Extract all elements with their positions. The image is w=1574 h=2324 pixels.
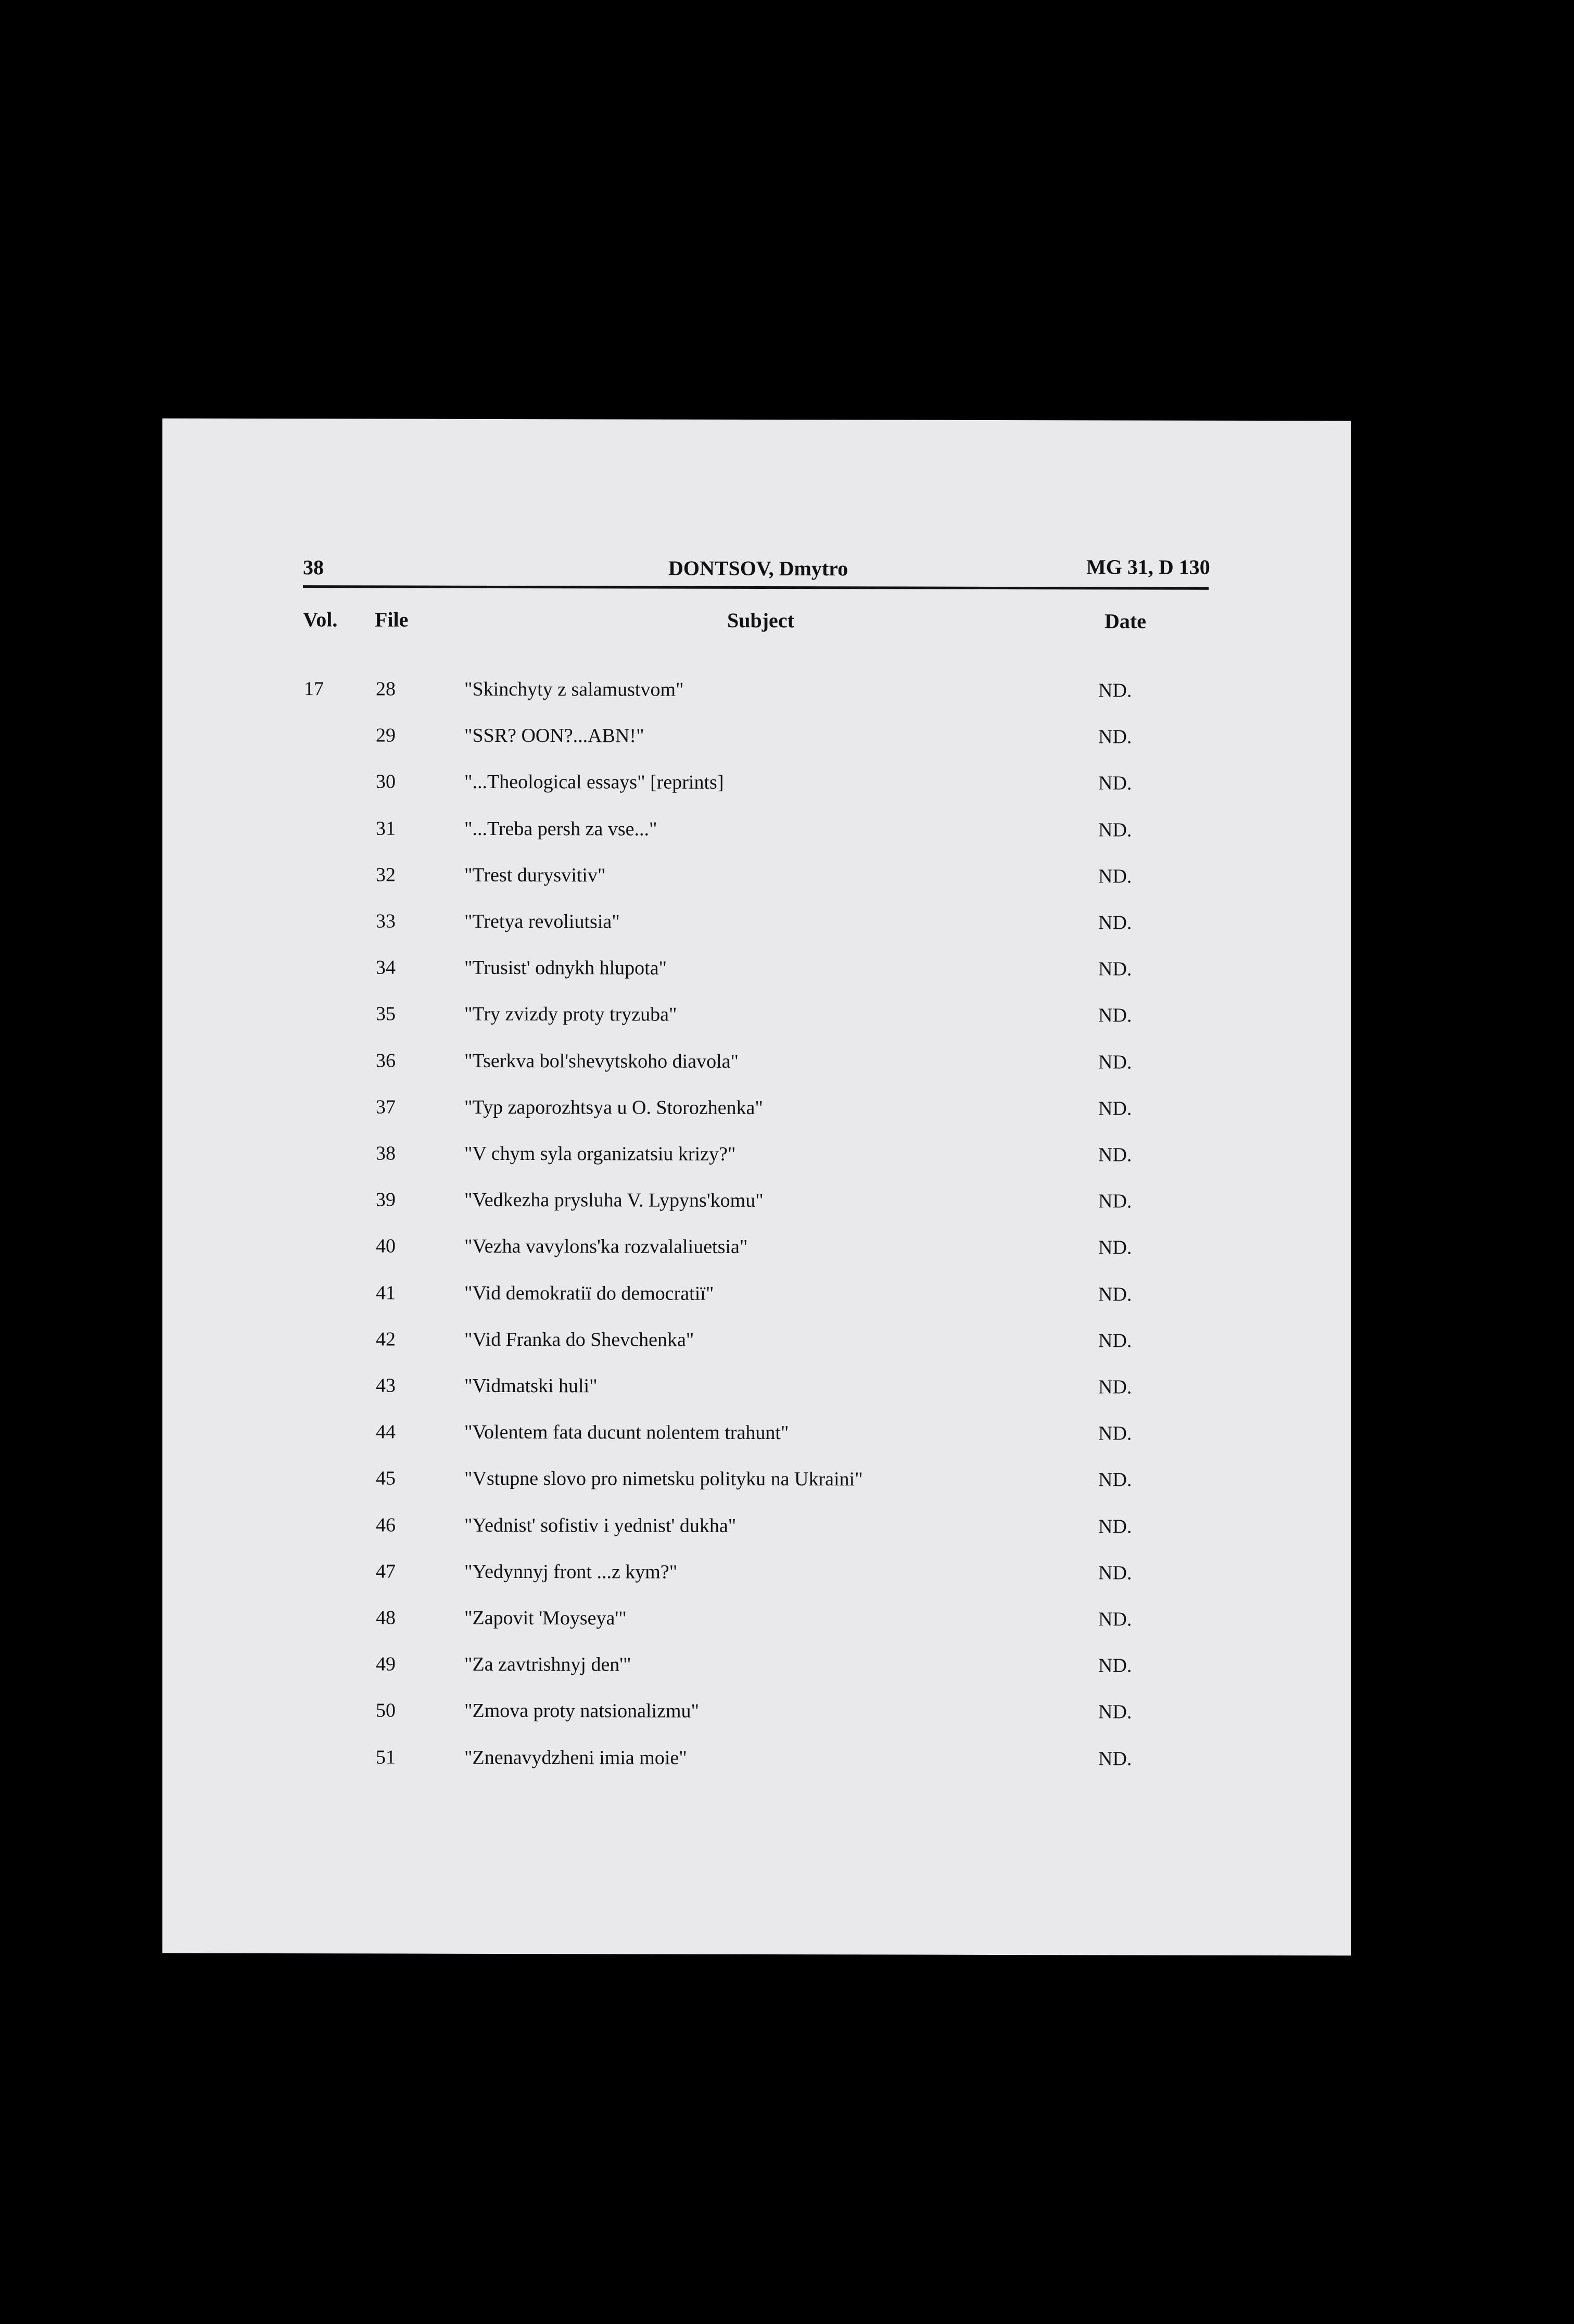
date-cell: ND. (1098, 1376, 1132, 1398)
date-cell: ND. (1098, 1608, 1132, 1631)
column-header-vol: Vol. (303, 608, 338, 631)
file-cell: 37 (376, 1096, 396, 1118)
table-row (162, 1606, 1351, 1640)
header-rule (303, 585, 1209, 590)
file-cell: 32 (376, 864, 396, 886)
table-row (162, 770, 1351, 804)
subject-cell: "Znenavydzheni imia moie" (464, 1746, 687, 1769)
subject-cell: "...Theological essays" [reprints] (464, 771, 724, 794)
subject-cell: "Zapovit 'Moyseya'" (464, 1607, 627, 1630)
date-cell: ND. (1098, 772, 1132, 794)
subject-cell: "Volentem fata ducunt nolentem trahunt" (464, 1421, 789, 1444)
date-cell: ND. (1098, 1515, 1132, 1538)
subject-cell: "Za zavtrishnyj den'" (464, 1653, 631, 1676)
table-row (162, 1002, 1351, 1036)
table-row (162, 1188, 1351, 1222)
subject-cell: "Vid demokratiï do democratiï" (464, 1282, 714, 1305)
date-cell: ND. (1098, 1236, 1132, 1259)
file-cell: 36 (376, 1050, 396, 1072)
date-cell: ND. (1098, 1004, 1132, 1027)
file-cell: 28 (376, 678, 396, 700)
file-cell: 51 (376, 1746, 396, 1769)
table-row (162, 1467, 1351, 1500)
subject-cell: "Vezha vavylons'ka rozvalaliuetsia" (464, 1235, 748, 1258)
table-row (162, 1095, 1351, 1129)
table-row (162, 1374, 1351, 1408)
date-cell: ND. (1098, 1283, 1132, 1306)
date-cell: ND. (1098, 1097, 1132, 1120)
subject-cell: "Try zvizdy proty tryzuba" (464, 1003, 677, 1026)
file-cell: 43 (376, 1374, 396, 1397)
date-cell: ND. (1098, 1654, 1132, 1677)
subject-cell: "Trest durysvitiv" (464, 864, 606, 887)
date-cell: ND. (1098, 726, 1132, 748)
subject-cell: "V chym syla organizatsiu krizy?" (464, 1142, 736, 1165)
file-cell: 33 (376, 910, 396, 932)
file-cell: 29 (376, 724, 396, 747)
table-row (162, 1420, 1351, 1454)
subject-cell: "Tretya revoliutsia" (464, 910, 620, 933)
subject-cell: "Tserkva bol'shevytskoho diavola" (464, 1050, 739, 1072)
table-row (162, 677, 1351, 711)
table-row (162, 1234, 1351, 1268)
date-cell: ND. (1098, 865, 1132, 888)
table-row (162, 816, 1351, 850)
table-row (162, 1699, 1351, 1733)
table-row (162, 1049, 1351, 1082)
file-cell: 45 (376, 1467, 396, 1489)
file-cell: 46 (376, 1514, 396, 1536)
date-cell: ND. (1098, 1422, 1132, 1445)
subject-cell: "Vedkezha prysluha V. Lypyns'komu" (464, 1189, 764, 1212)
subject-cell: "Yednist' sofistiv i yednist' dukha" (464, 1514, 737, 1537)
subject-cell: "Skinchyty z salamustvom" (464, 678, 684, 701)
file-cell: 40 (376, 1235, 396, 1257)
date-cell: ND. (1098, 958, 1132, 980)
file-cell: 35 (376, 1003, 396, 1025)
table-row (162, 1142, 1351, 1176)
date-cell: ND. (1098, 1747, 1132, 1770)
table-row (162, 910, 1351, 943)
date-cell: ND. (1098, 1469, 1132, 1491)
reference-number: MG 31, D 130 (1086, 555, 1210, 579)
file-cell: 30 (376, 771, 396, 793)
date-cell: ND. (1098, 1190, 1132, 1212)
date-cell: ND. (1098, 912, 1132, 934)
file-cell: 31 (376, 817, 396, 840)
subject-cell: "...Treba persh za vse..." (464, 817, 657, 840)
date-cell: ND. (1098, 1144, 1132, 1166)
page-title: DONTSOV, Dmytro (668, 556, 848, 580)
table-row (162, 1745, 1351, 1779)
document-page (162, 419, 1351, 1956)
table-row (162, 1513, 1351, 1547)
file-cell: 49 (376, 1653, 396, 1675)
subject-cell: "Yedynnyj front ...z kym?" (464, 1560, 678, 1583)
table-row (162, 1652, 1351, 1686)
column-header-date: Date (1105, 609, 1146, 633)
subject-cell: "Vstupne slovo pro nimetsku polityku na Ukraini" (464, 1468, 863, 1491)
file-cell: 48 (376, 1607, 396, 1629)
table-row (162, 724, 1351, 757)
vol-cell: 17 (304, 678, 324, 700)
date-cell: ND. (1098, 1330, 1132, 1352)
file-cell: 47 (376, 1560, 396, 1583)
subject-cell: "Vidmatski huli" (464, 1374, 598, 1397)
file-cell: 44 (376, 1421, 396, 1443)
file-cell: 39 (376, 1189, 396, 1211)
column-header-subject: Subject (727, 608, 794, 633)
date-cell: ND. (1098, 1701, 1132, 1723)
date-cell: ND. (1098, 679, 1132, 702)
table-row (162, 1559, 1351, 1593)
file-cell: 50 (376, 1699, 396, 1722)
file-cell: 38 (376, 1142, 396, 1165)
file-cell: 34 (376, 956, 396, 979)
table-row (162, 1281, 1351, 1315)
page-number: 38 (303, 555, 324, 579)
file-cell: 41 (376, 1282, 396, 1304)
column-header-file: File (375, 608, 409, 631)
subject-cell: "Trusist' odnykh hlupota" (464, 957, 667, 979)
page-header (162, 419, 1351, 580)
subject-cell: "Typ zaporozhtsya u O. Storozhenka" (464, 1096, 763, 1119)
subject-cell: "SSR? OON?...ABN!" (464, 725, 644, 747)
date-cell: ND. (1098, 1051, 1132, 1073)
table-row (162, 1327, 1351, 1361)
table-row (162, 956, 1351, 990)
file-cell: 42 (376, 1328, 396, 1350)
subject-cell: "Zmova proty natsionalizmu" (464, 1700, 700, 1723)
date-cell: ND. (1098, 818, 1132, 841)
subject-cell: "Vid Franka do Shevchenka" (464, 1328, 694, 1351)
table-row (162, 863, 1351, 896)
date-cell: ND. (1098, 1562, 1132, 1584)
